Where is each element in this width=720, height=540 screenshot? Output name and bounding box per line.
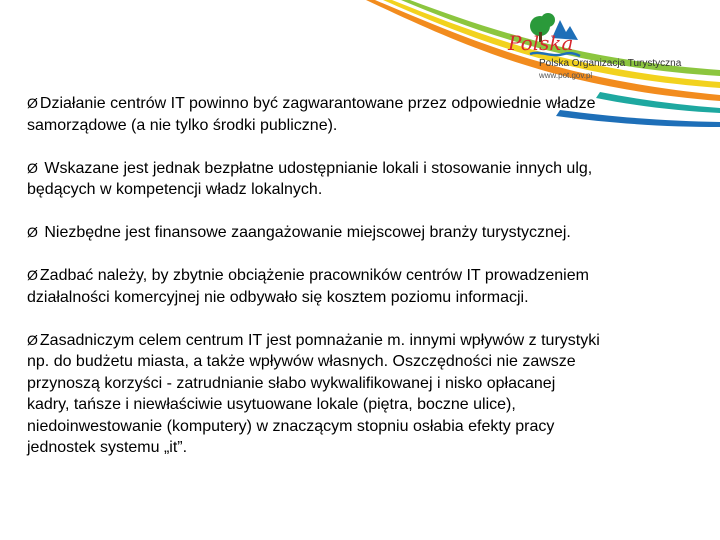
bullet-line: np. do budżetu miasta, a także wpływów własnych. Oszczędności nie zawsze xyxy=(27,353,576,370)
arrow-bullet-icon: Ø xyxy=(27,159,38,176)
bullet-line: kadry, tańsze i niewłaściwie usytuowane lokale (piętra, boczne ulice), xyxy=(27,396,516,413)
bullet-line: Niezbędne jest finansowe zaangażowanie miejscowej branży turystycznej. xyxy=(39,224,571,241)
arrow-bullet-icon: Ø xyxy=(27,95,38,111)
bullet-item xyxy=(27,330,692,459)
bullet-item xyxy=(27,158,692,201)
arrow-bullet-icon: Ø xyxy=(27,224,38,240)
bullet-line: samorządowe (a nie tylko środki publiczne). xyxy=(27,116,338,134)
bullet-line: przynoszą korzyści - zatrudnianie słabo wykwalifikowanej i nisko opłacanej xyxy=(27,374,556,392)
bullet-line: Zadbać należy, by zbytnie obciążenie pracowników centrów IT prowadzeniem xyxy=(39,267,589,284)
bullet-item xyxy=(27,265,692,308)
bullet-line: Działanie centrów IT powinno być zagwarantowane przez odpowiednie władze xyxy=(39,95,596,112)
logo-wordmark: Polska xyxy=(508,31,574,55)
bullet-line: Wskazane jest jednak bezpłatne udostępnianie lokali i stosowanie innych ulg, xyxy=(39,159,593,177)
bullet-item xyxy=(27,93,692,136)
bullet-line: będących w kompetencji władz lokalnych. xyxy=(27,181,323,198)
arrow-bullet-icon: Ø xyxy=(27,331,38,348)
arrow-bullet-icon: Ø xyxy=(27,267,38,283)
bullet-line: jednostek systemu „it”. xyxy=(27,439,188,456)
organization-url: www.pot.gov.pl xyxy=(539,71,593,80)
bullet-item xyxy=(27,222,692,244)
organization-name: Polska Organizacja Turystyczna xyxy=(539,58,682,69)
bullet-line: Zasadniczym celem centrum IT jest pomnażanie m. innymi wpływów z turystyki xyxy=(39,331,600,349)
polska-logo xyxy=(500,8,710,88)
bullet-line: działalności komercyjnej nie odbywało się kosztem poziomu informacji. xyxy=(27,288,529,306)
bullet-list xyxy=(27,93,692,480)
bullet-line: niedoinwestowanie (komputery) w znaczącym stopniu osłabia efekty pracy xyxy=(27,417,555,435)
